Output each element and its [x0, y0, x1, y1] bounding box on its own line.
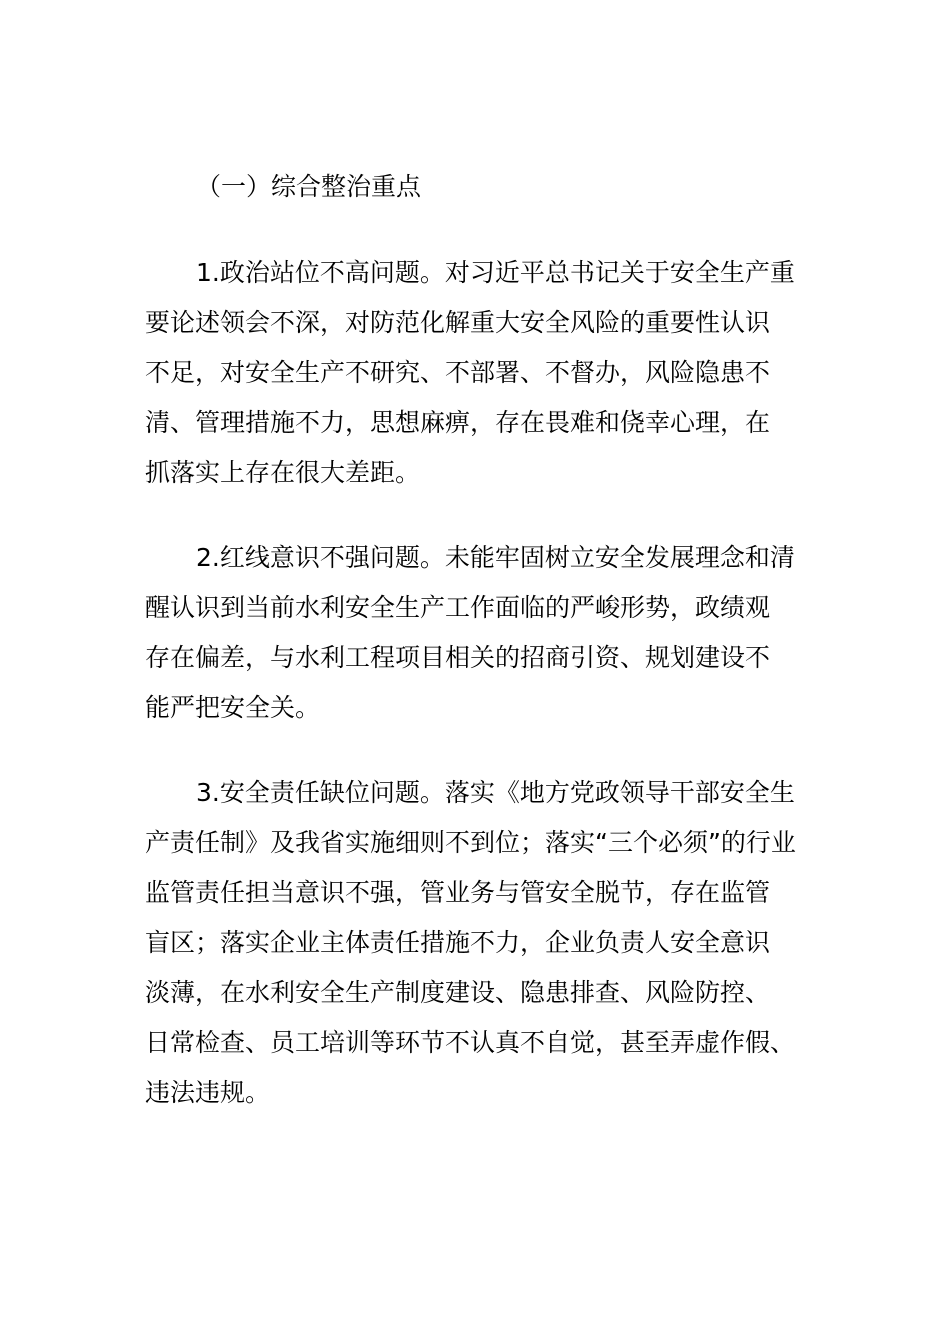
- paragraph-2-line-4: 能严把安全关。: [145, 693, 321, 722]
- paragraph-2-line-3: 存在偏差，与水利工程项目相关的招商引资、规划建设不: [145, 643, 771, 672]
- paragraph-3-line-6: 日常检查、员工培训等环节不认真不自觉，甚至弄虚作假、: [145, 1028, 796, 1057]
- paragraph-2-line-1: 2.红线意识不强问题。未能牢固树立安全发展理念和清: [196, 543, 795, 572]
- paragraph-1-line-4: 清、管理措施不力，思想麻痹，存在畏难和侥幸心理，在: [145, 408, 771, 437]
- paragraph-3-line-3: 监管责任担当意识不强，管业务与管安全脱节，存在监管: [145, 878, 771, 907]
- paragraph-3-line-5: 淡薄，在水利安全生产制度建设、隐患排查、风险防控、: [145, 978, 771, 1007]
- paragraph-1-line-2: 要论述领会不深，对防范化解重大安全风险的重要性认识: [145, 308, 771, 337]
- paragraph-3-line-1: 3.安全责任缺位问题。落实《地方党政领导干部安全生: [196, 778, 795, 807]
- paragraph-3-line-4: 盲区；落实企业主体责任措施不力，企业负责人安全意识: [145, 928, 771, 957]
- paragraph-1-line-5: 抓落实上存在很大差距。: [145, 458, 421, 487]
- section-heading: （一）综合整治重点: [196, 172, 422, 201]
- paragraph-1-line-3: 不足，对安全生产不研究、不部署、不督办，风险隐患不: [145, 358, 771, 387]
- paragraph-3-line-7: 违法违规。: [145, 1078, 271, 1107]
- paragraph-3-line-2: 产责任制》及我省实施细则不到位；落实“三个必须”的行业: [145, 828, 796, 857]
- paragraph-1-line-1: 1.政治站位不高问题。对习近平总书记关于安全生产重: [196, 258, 795, 287]
- paragraph-2-line-2: 醒认识到当前水利安全生产工作面临的严峻形势，政绩观: [145, 593, 771, 622]
